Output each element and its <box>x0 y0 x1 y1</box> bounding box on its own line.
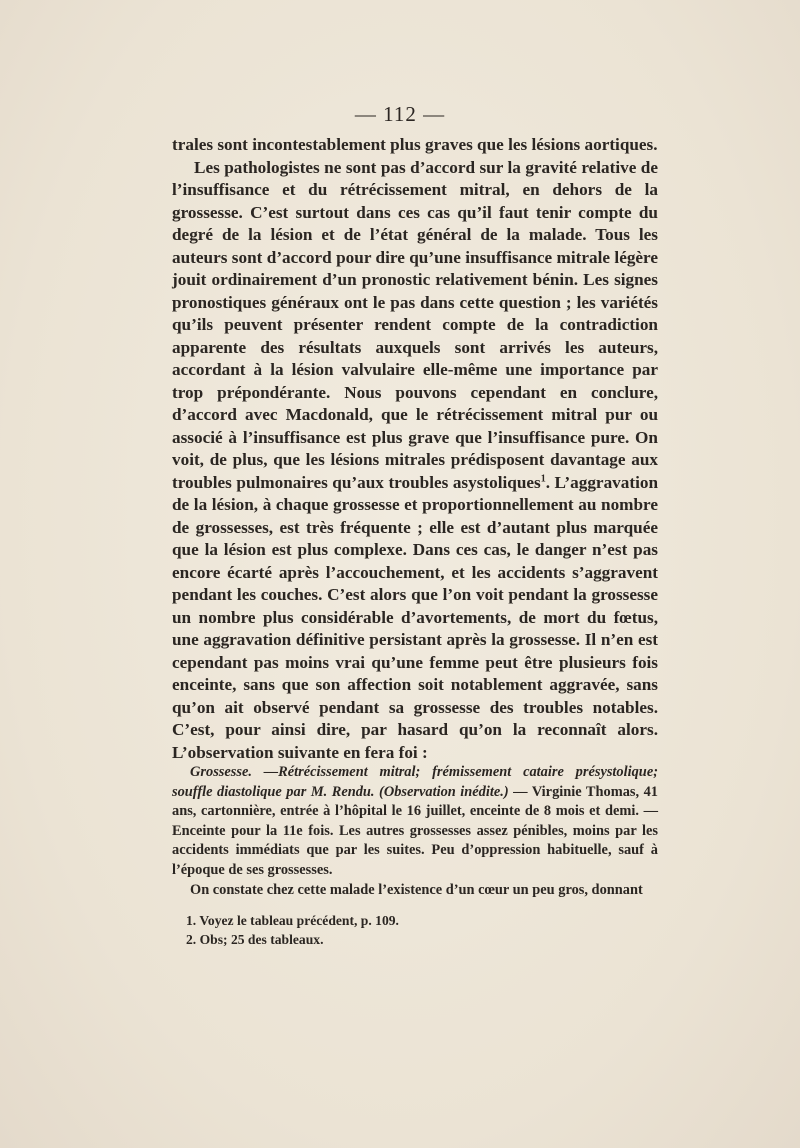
paragraph-prognosis <box>172 157 658 765</box>
footnote-1: 1. Voyez le tableau précédent, p. 109. <box>186 913 399 928</box>
observation-text: — Virginie Thomas, 41 ans, cartonnière, entrée à l’hôpital le 16 juillet, enceinte de 8 mois et demi. — Enceinte pour la 11e fois. Les autres grossesses assez pénibles, moins par les accidents immédiats que par les suites. Peu d’oppression habituelle, sauf à l’époque de ses grossesses. <box>172 783 658 878</box>
page-number: — 112 — <box>354 102 446 126</box>
observation-continuation: On constate chez cette malade l’existence d’un cœur un peu gros, donnant <box>190 881 643 898</box>
observation-paragraph <box>172 763 658 881</box>
paragraph-continuation: trales sont incontestablement plus graves que les lésions aortiques. <box>172 135 658 154</box>
paragraph-prognosis-part-1: Les pathologistes ne sont pas d’accord sur la gravité relative de l’insuffisance et du rétrécissement mitral, en dehors de la grossesse. C’est surtout dans ces cas qu’il faut tenir compte du degré de la lésion et de l’état général de la malade. Tous les auteurs sont d’accord pour dire qu’une insuffisance mitrale légère jouit ordinairement d’un pronostic relativement bénin. Les signes pronostiques généraux ont le pas dans cette question ; les variétés qu’ils peuvent présenter rendent compte de la contradiction apparente des résultats auxquels sont arrivés les auteurs, accordant à la lésion valvulaire elle-même une importance par trop prépondérante. Nous pouvons cependant en conclure, d’accord avec Macdonald, que le rétrécissement mitral pur ou associé à l’insuffisance est plus grave que l’insuffisance pure. On voit, de plus, que les lésions mitrales prédisposent davantage aux troubles pulmonaires qu’aux troubles asystoliques <box>172 157 658 492</box>
observation-block <box>172 763 658 900</box>
observation-title: Grossesse. —Rétrécissement mitral; frémissement cataire présystolique; souffle diastolique par M. Rendu. (Observation inédite.) <box>172 764 658 800</box>
footnote-reference: 1 <box>540 472 546 484</box>
paragraph-prognosis-part-2: . L’aggravation de la lésion, à chaque grossesse et proportionnellement au nombre de grossesses, est très fréquente ; elle est d’autant plus marquée que la lésion est plus complexe. Dans ces cas, le danger n’est pas encore écarté après l’accouchement, et les accidents s’aggravent pendant les couches. C’est alors que l’on voit pendant la grossesse un nombre plus considérable d’avortements, de mort du fœtus, une aggravation définitive persistant après la grossesse. Il n’en est cependant pas moins vrai qu’une femme peut être plusieurs fois enceinte, sans que son affection soit notablement aggravée, sans qu’on ait observé pendant sa grossesse des troubles notables. C’est, pour ainsi dire, par hasard qu’on la reconnaît alors. L’observation suivante en fera foi : <box>172 472 658 762</box>
footnote-2: 2. Obs; 25 des tableaux. <box>186 932 324 947</box>
main-text <box>172 134 658 764</box>
footnotes <box>186 911 656 949</box>
